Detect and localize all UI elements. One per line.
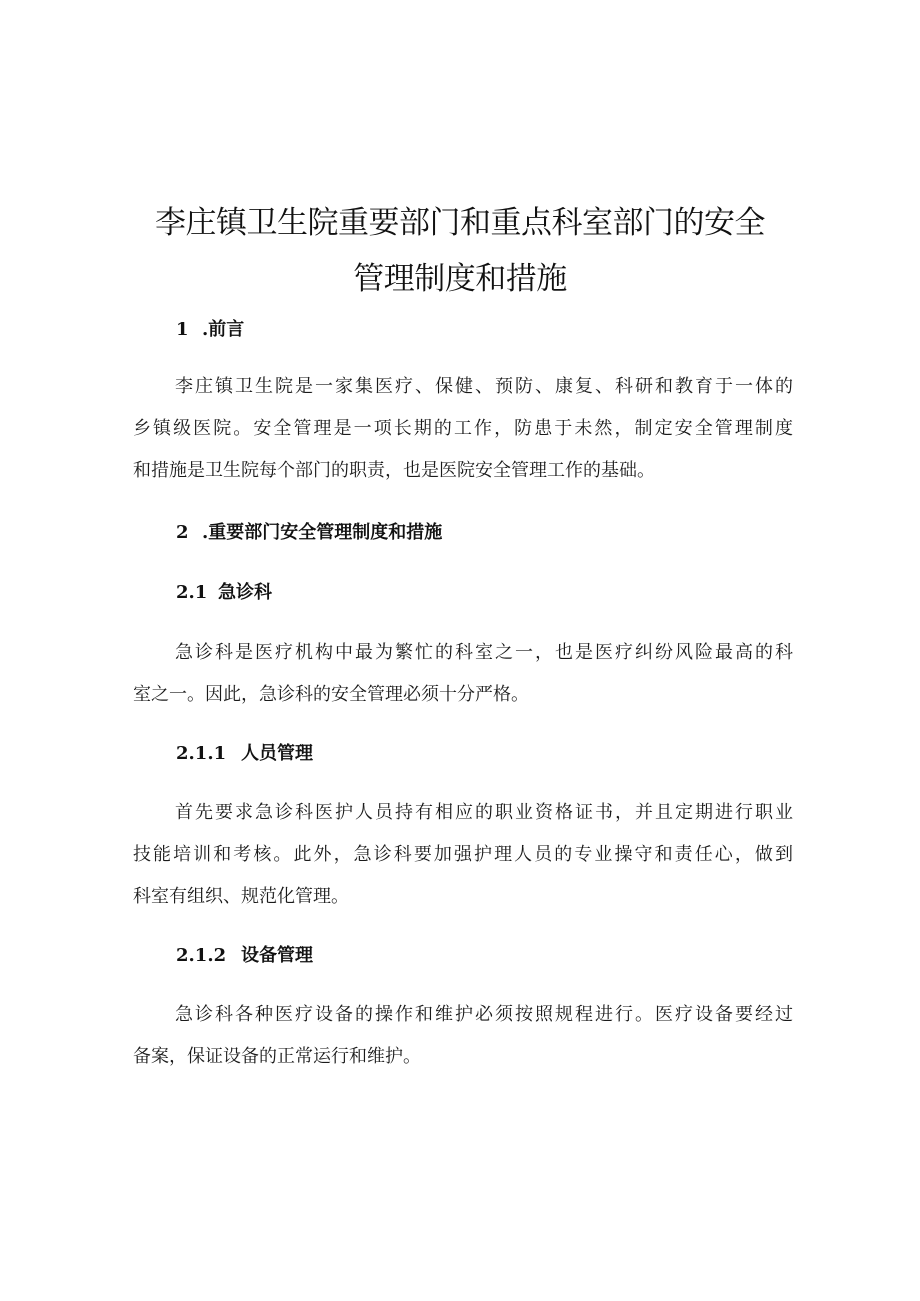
paragraph-line: 室之一。因此，急诊科的安全管理必须十分严格。 (133, 684, 529, 705)
section-title: 设备管理 (241, 945, 313, 966)
section-number: 1 (176, 319, 189, 340)
document-title-line-1: 李庄镇卫生院重要部门和重点科室部门的安全 (155, 205, 765, 241)
section-title: 急诊科 (218, 582, 272, 603)
paragraph-line: 急诊科各种医疗设备的操作和维护必须按照规程进行。医疗设备要经过 (175, 1004, 793, 1025)
paragraph-line: 和措施是卫生院每个部门的职责，也是医院安全管理工作的基础。 (133, 460, 655, 481)
paragraph-line: 技能培训和考核。此外，急诊科要加强护理人员的专业操守和责任心，做到 (133, 844, 793, 865)
section-number: 2.1 (176, 582, 208, 603)
paragraph-line: 乡镇级医院。安全管理是一项长期的工作，防患于未然，制定安全管理制度 (133, 418, 793, 439)
section-number: 2 (176, 522, 189, 543)
section-number: 2.1.1 (176, 743, 227, 764)
paragraph-line: 备案，保证设备的正常运行和维护。 (133, 1046, 421, 1067)
section-number: 2.1.2 (176, 945, 227, 966)
paragraph-line: 李庄镇卫生院是一家集医疗、保健、预防、康复、科研和教育于一体的 (175, 376, 793, 397)
section-heading-2-1-1 (176, 745, 313, 763)
section-heading-2 (176, 524, 442, 542)
section-title: .前言 (202, 319, 245, 340)
section-title: 人员管理 (241, 743, 313, 764)
section-heading-2-1-2 (176, 947, 313, 965)
paragraph-line: 首先要求急诊科医护人员持有相应的职业资格证书，并且定期进行职业 (175, 802, 793, 823)
paragraph-line: 科室有组织、规范化管理。 (133, 886, 349, 907)
section-heading-1 (176, 321, 244, 339)
document-title-line-2: 管理制度和措施 (353, 261, 567, 297)
section-title: .重要部门安全管理制度和措施 (202, 522, 443, 543)
paragraph-line: 急诊科是医疗机构中最为繁忙的科室之一，也是医疗纠纷风险最高的科 (175, 642, 793, 663)
section-heading-2-1 (176, 584, 272, 602)
